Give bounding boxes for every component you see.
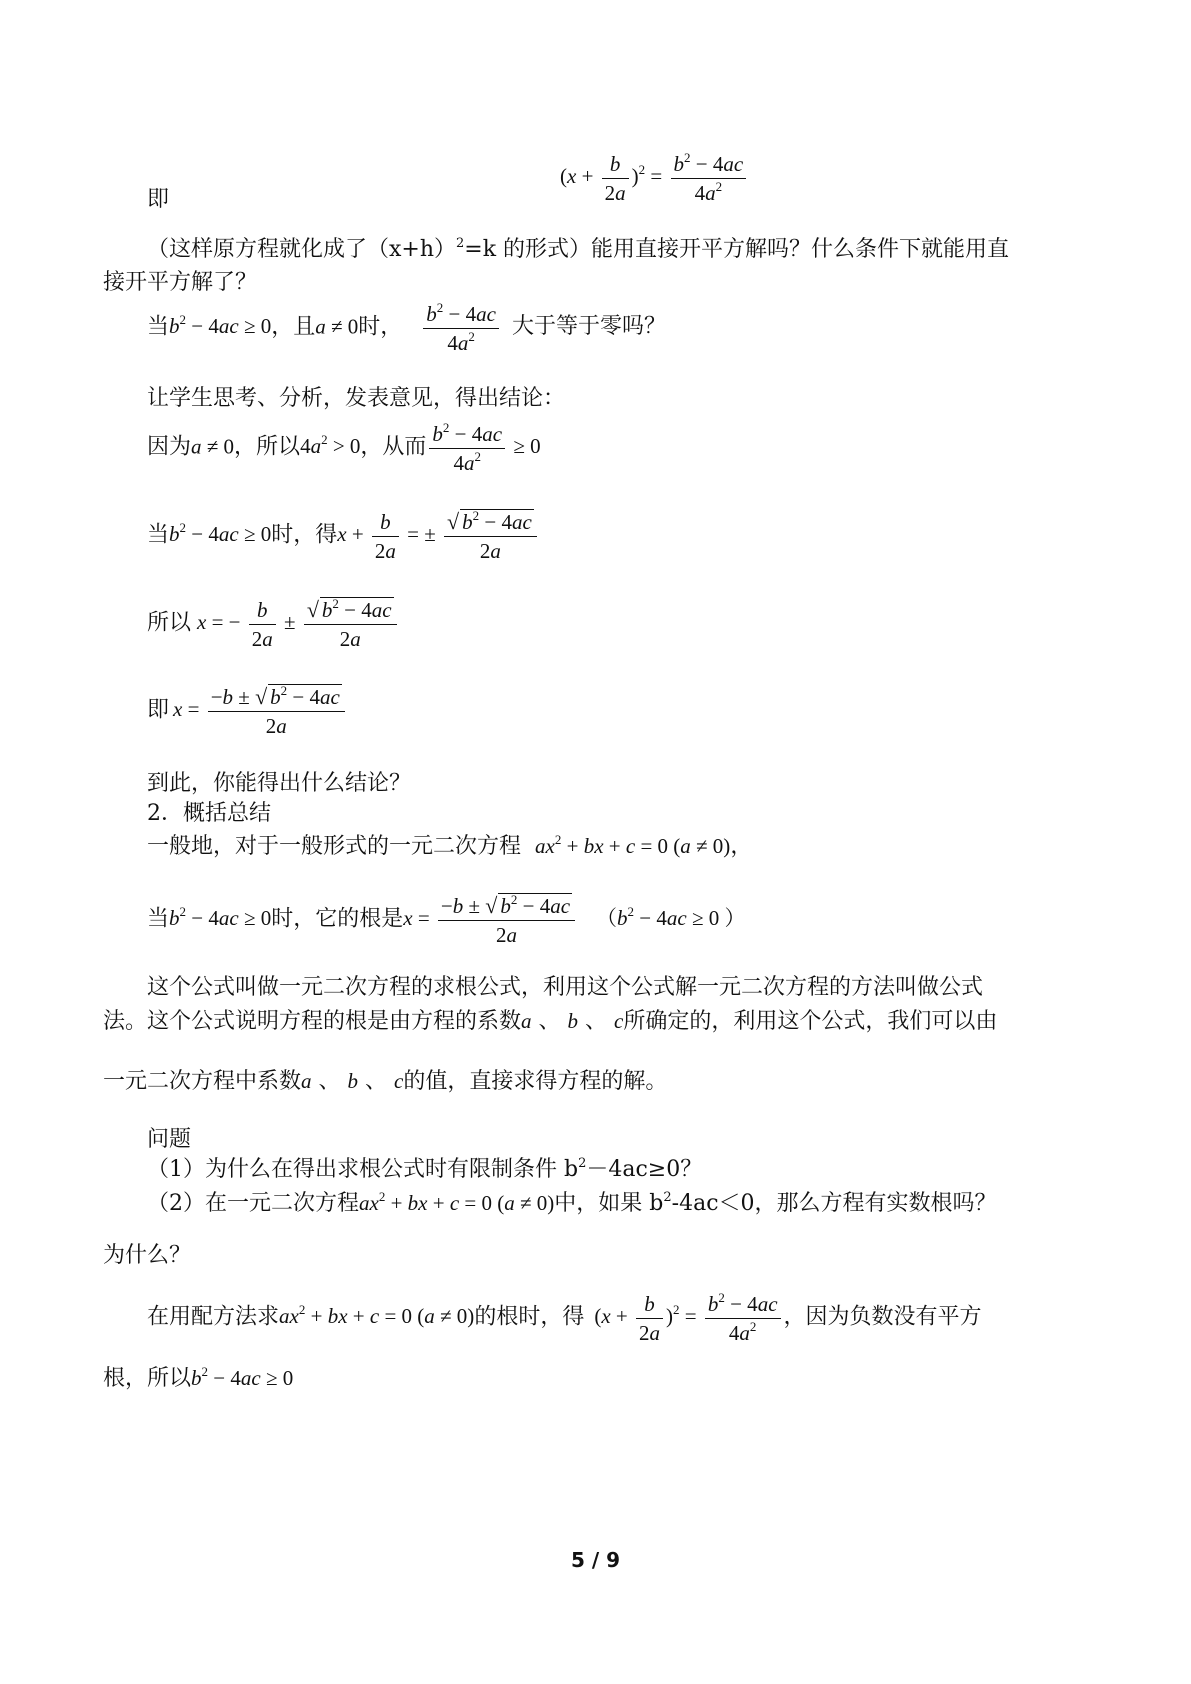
text-q2c: -4ac＜0，那么方程有实数根吗？ (671, 1191, 997, 1216)
text-dun-1: 、 (538, 1009, 561, 1034)
text-yinwei-fu: ，因为负数没有平方 (783, 1304, 982, 1330)
text-p2b: 所确定的，利用这个公式，我们可以由 (623, 1009, 998, 1034)
text-yiban: 一般地，对于一般形式的一元二次方程 (147, 834, 522, 859)
line-answer: 在用配方法求$ax^2$ + bx + c = 0 (a ≠ 0)的根时，得 (x + $\frac{b}{2a}$ )$^2$ = $\frac{b^2 - 4ac}{4a^2}$ ，因为负数没有平方 (147, 1290, 982, 1345)
text-qie: ，且 (271, 314, 316, 340)
line-general-form: 一般地，对于一般形式的一元二次方程 $ax^2$ + bx + c = 0 (a ≠ 0)， (147, 832, 753, 859)
text-ji-2: 即 (147, 697, 170, 723)
text-q1-b: －4ac≥0？ (586, 1157, 703, 1182)
text-gen-suoyi: 根，所以 (103, 1366, 192, 1391)
text-dun-4: 、 (365, 1069, 388, 1094)
line-p2: 法。这个公式说明方程的根是由方程的系数a 、 b 、 c所确定的，利用这个公式，我们可以由 (103, 1009, 998, 1034)
text-wenti: 问题 (147, 1127, 192, 1152)
line-p3: 一元二次方程中系数a 、 b 、 c的值，直接求得方程的解。 (103, 1069, 668, 1094)
line-condition-question: 当$b^2 - 4ac \ge 0$，且a ≠ 0时， $\frac{b^2 - 4ac}{4a^2}$ 大于等于零吗？ (147, 300, 666, 355)
text-de-gen: 的根时，得 (474, 1304, 585, 1330)
text-q2-sup: 2 (663, 1190, 672, 1205)
text-p3a: 一元二次方程中系数 (103, 1069, 302, 1094)
line-answer-end: 根，所以$b^2 - 4ac \ge 0$ (103, 1364, 294, 1391)
text-dun-3: 、 (318, 1069, 341, 1094)
text-q1: （1）为什么在得出求根公式时有限制条件 b (147, 1157, 579, 1182)
text-douhao: ， (730, 834, 753, 859)
text-p2a: 法。这个公式说明方程的根是由方程的系数 (103, 1009, 522, 1034)
text-l1-sup: 2 (456, 236, 465, 251)
text-dun-2: 、 (585, 1009, 608, 1034)
text-conger: ，从而 (360, 434, 427, 460)
page-number: 5 / 9 (570, 1548, 621, 1572)
text-ji-1: 即 (147, 187, 170, 212)
text-rang: 让学生思考、分析，发表意见，得出结论： (147, 386, 566, 411)
text-l1: （这样原方程就化成了（x+h） (147, 237, 457, 262)
text-shi-de: 时，得 (271, 522, 338, 548)
line-root-step1: 当$b^2 - 4ac \ge 0$时，得x + $\frac{b}{2a}$ = ± $\frac{√ b^2 - 4ac}{2a}$ (147, 508, 540, 565)
question-2: （2）在一元二次方程$ax^2$ + bx + c = 0 (a ≠ 0)中，如果 $b^2-4ac<0$，那么方程有实数根吗？ (147, 1189, 997, 1216)
text-yinwei: 因为 (147, 434, 192, 460)
text-dang-3: 当 (147, 906, 170, 932)
line-root-step2: 所以 x = − $\frac{b}{2a}$ ± $\frac{√ b^2 - 4ac}{2a}$ (147, 596, 400, 653)
text-q2b: 中，如果 b (554, 1191, 664, 1216)
text-p1: 这个公式叫做一元二次方程的求根公式，利用这个公式解一元二次方程的方法叫做公式 (147, 975, 984, 1000)
text-shi-1: 时， (358, 314, 403, 340)
text-suoyi-c: ，所以 (234, 434, 301, 460)
equation-completed-square: (x + $\frac{b}{2a}$ )$^2$ = $\frac{b^2 - 4ac}{4a^2}$ (560, 150, 749, 207)
text-p3b: 的值，直接求得方程的解。 (403, 1069, 668, 1094)
text-zai: 在用配方法求 (147, 1304, 280, 1330)
text-q2a: （2）在一元二次方程 (147, 1191, 359, 1216)
line-because: 因为a ≠ 0，所以$4a^2 > 0$，从而 $\frac{b^2 - 4ac}{4a^2}$ ≥ 0 (147, 420, 541, 475)
section-heading-summary: 2．概括总结 (147, 801, 271, 826)
text-q2d: 为什么？ (103, 1243, 192, 1268)
text-suoyi: 所以 (147, 610, 192, 636)
line-root-step3: 即 x = $\frac{-b \pm √ b^2 - 4ac}{2a}$ (147, 683, 348, 740)
text-dang-1: 当 (147, 314, 170, 340)
text-l1-b: =k 的形式）能用直接开平方解吗？什么条件下就能用直 (464, 237, 1010, 262)
text-q1-sup: 2 (578, 1156, 587, 1171)
line-quadratic-formula: 当$b^2 - 4ac \ge 0$时，它的根是x = $\frac{-b \pm √ b^2 - 4ac}{2a}$ （$b^2 - 4ac \ge 0$ ） (147, 892, 746, 947)
text-l2: 接开平方解了？ (103, 270, 258, 295)
question-1 (147, 1154, 702, 1186)
text-shi-gen: 时，它的根是 (271, 906, 404, 932)
text-dang-2: 当 (147, 522, 170, 548)
text-dayu: 大于等于零吗？ (511, 314, 666, 340)
paragraph-form-question (147, 234, 1027, 266)
text-daoci: 到此，你能得出什么结论？ (147, 771, 412, 796)
